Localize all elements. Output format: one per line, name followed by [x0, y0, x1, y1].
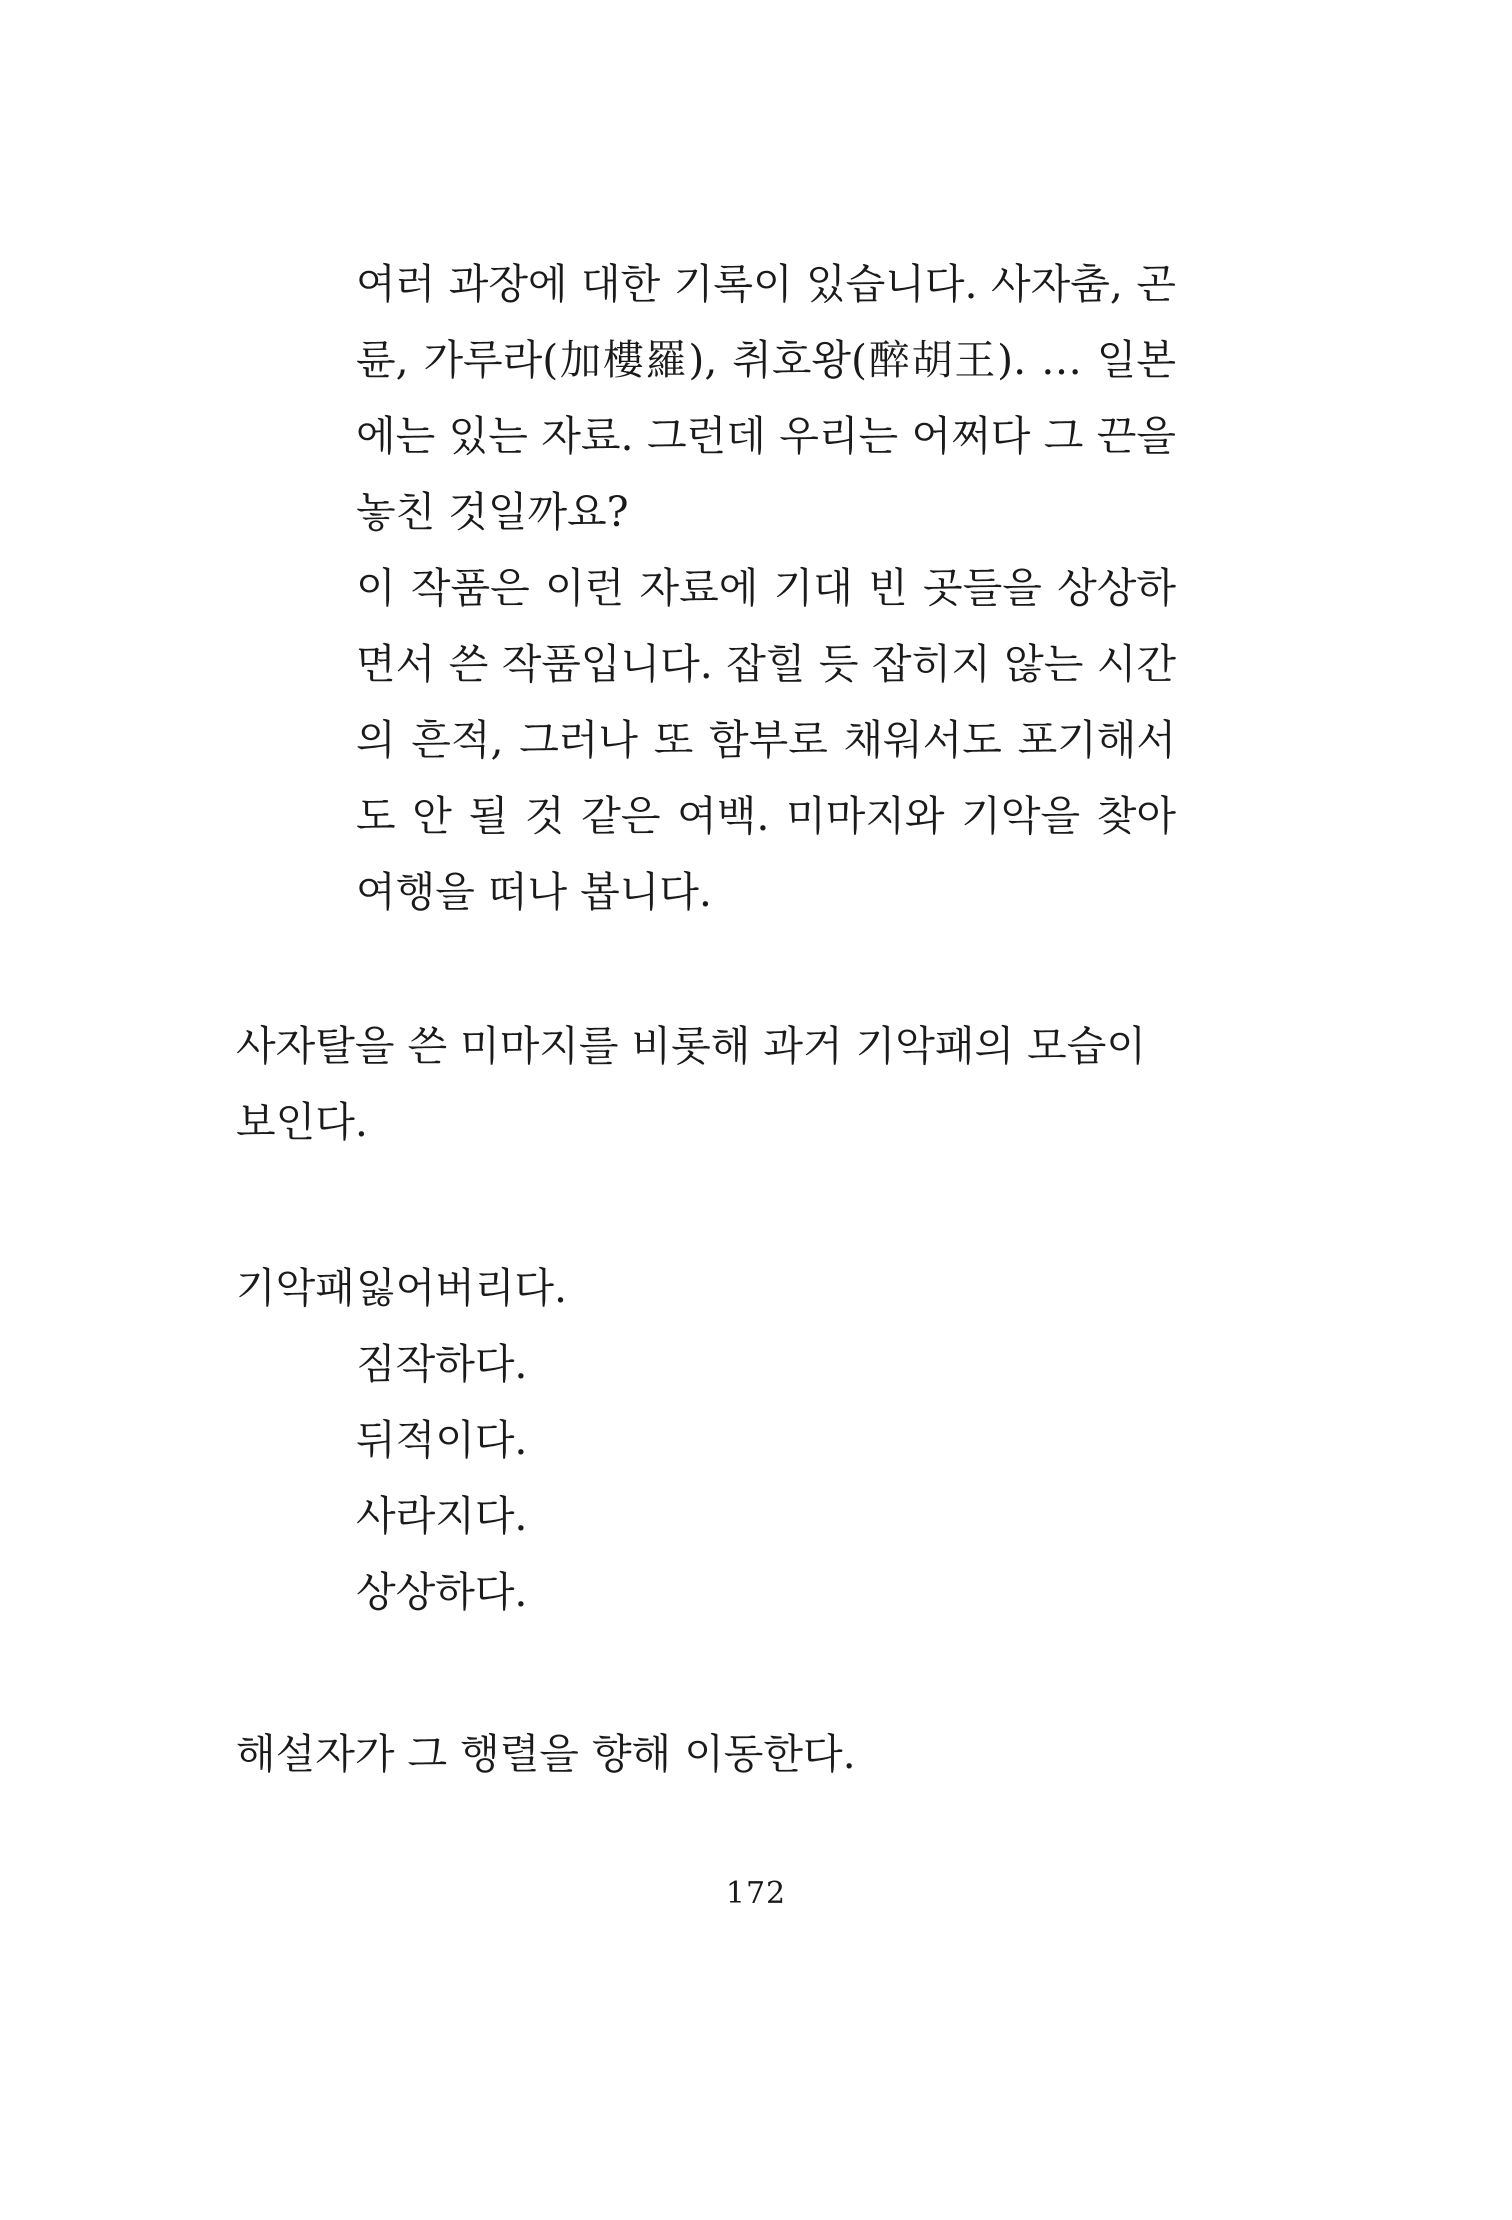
dialogue-line-3: 뒤적이다. [356, 1416, 528, 1464]
dialogue-line-4: 사라지다. [356, 1492, 528, 1540]
dialogue-text: 잃어버리다. [356, 1264, 568, 1312]
narrator-speech [356, 246, 1176, 930]
narration-paragraph-2: 이 작품은 이런 자료에 기대 빈 곳들을 상상하면서 쓴 작품입니다. 잡힐 듯 잡히지 않는 시간의 흔적, 그러나 또 함부로 채워서도 포기해서도 안 될 것 같은 여백. 미마지와 기악을 찾아 여행을 떠나 봅니다. [356, 564, 1176, 916]
chorus-dialogue [236, 1250, 1186, 1630]
dialogue-line-2: 짐작하다. [356, 1340, 528, 1388]
dialogue-line-1 [236, 1250, 1186, 1326]
dialogue-line-5: 상상하다. [356, 1568, 528, 1616]
narration-paragraph-1: 여러 과장에 대한 기록이 있습니다. 사자춤, 곤륜, 가루라(加樓羅), 취호왕(醉胡王). … 일본에는 있는 자료. 그런데 우리는 어쩌다 그 끈을 놓친 것일까요? [356, 260, 1176, 536]
page-number: 172 [725, 1876, 787, 1911]
stage-direction-1: 사자탈을 쓴 미마지를 비롯해 과거 기악패의 모습이 보인다. [236, 1022, 1146, 1146]
speaker-name: 기악패 [236, 1264, 355, 1312]
stage-direction-2: 해설자가 그 행렬을 향해 이동한다. [236, 1730, 856, 1778]
